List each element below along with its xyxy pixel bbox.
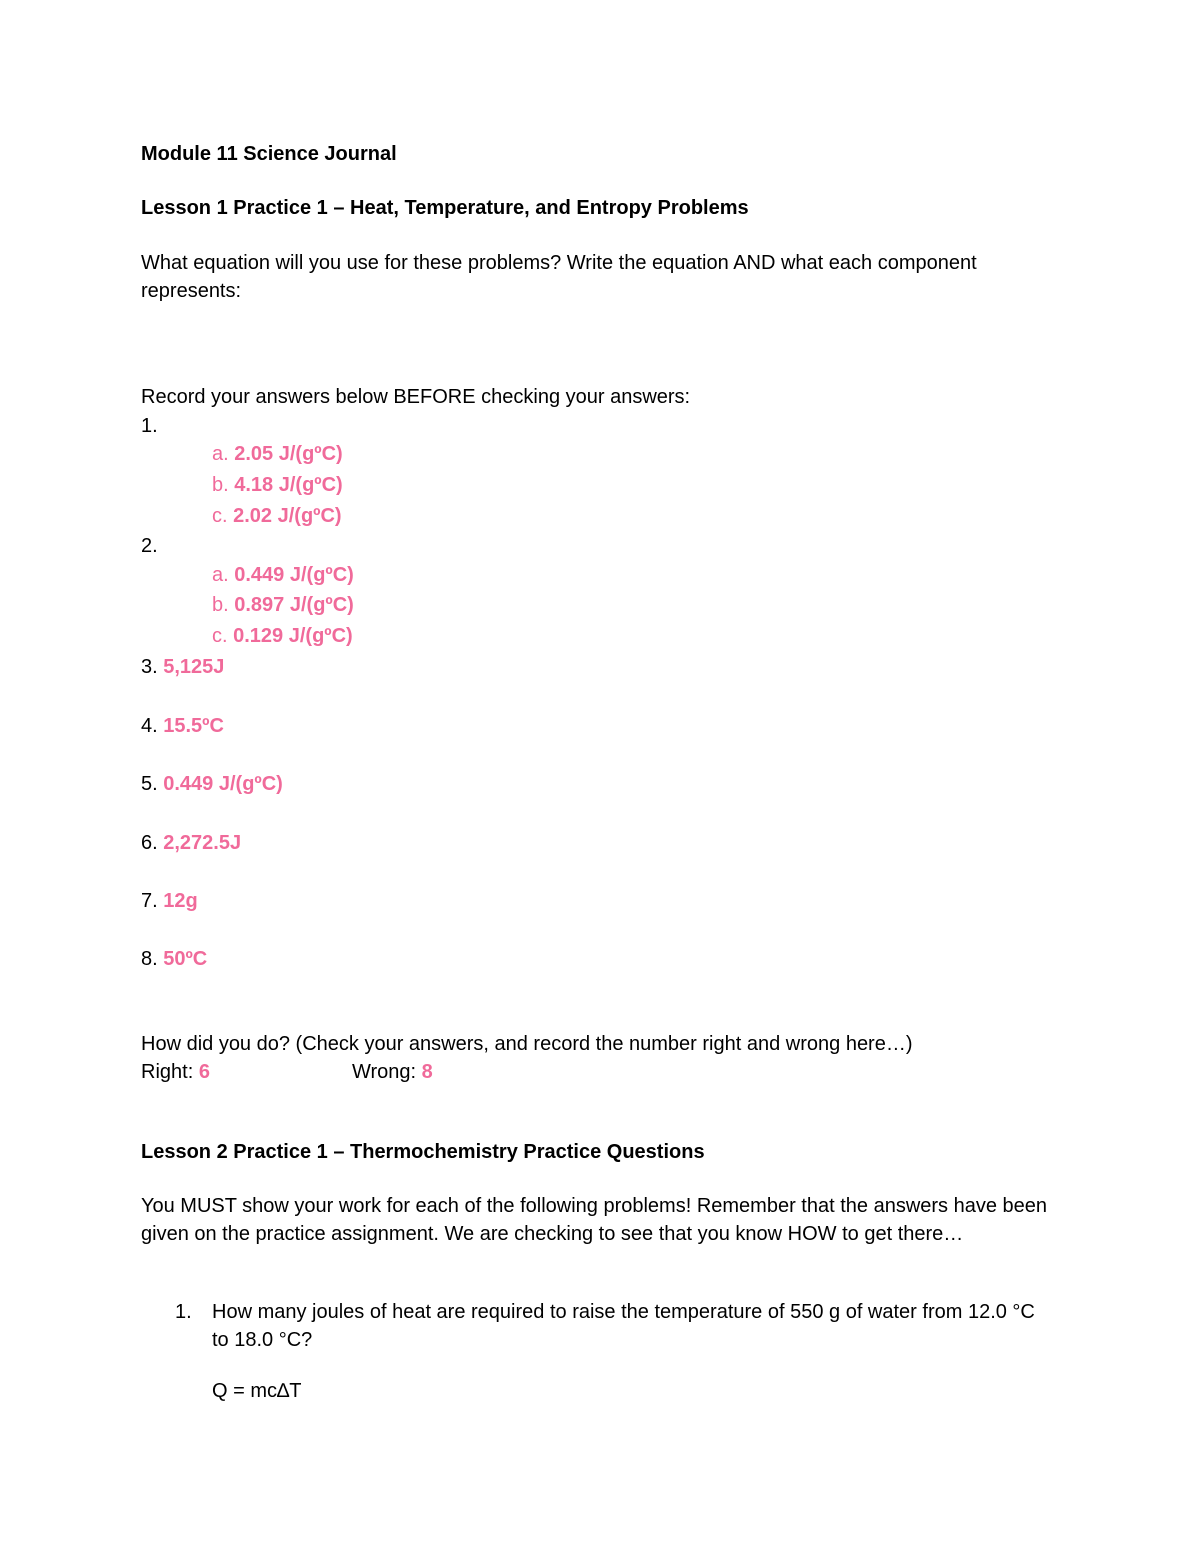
answer-value: 12g xyxy=(163,890,198,912)
answer-number: 6. xyxy=(141,832,158,854)
answer-7 xyxy=(141,887,198,915)
answer-3 xyxy=(141,653,224,681)
lesson2-heading: Lesson 2 Practice 1 – Thermochemistry Practice Questions xyxy=(141,1141,705,1163)
question-2c-answer xyxy=(212,622,353,650)
item-letter: b. xyxy=(212,594,229,616)
how-did-you-do-prompt: How did you do? (Check your answers, and record the number right and wrong here…) xyxy=(141,1033,913,1055)
wrong-count xyxy=(352,1058,433,1086)
answer-number: 5. xyxy=(141,773,158,795)
item-letter: c. xyxy=(212,505,228,527)
answer-value: 0.449 J/(gºC) xyxy=(163,773,283,795)
answer-4 xyxy=(141,712,224,740)
answer-number: 4. xyxy=(141,715,158,737)
equation-prompt: What equation will you use for these problems? Write the equation AND what each component represents: xyxy=(141,252,977,302)
answer-number: 3. xyxy=(141,656,158,678)
answer-value: 5,125J xyxy=(163,656,225,678)
question-1c-answer xyxy=(212,502,342,530)
item-value: 0.129 J/(gºC) xyxy=(233,625,353,647)
problem-1-number: 1. xyxy=(175,1301,192,1323)
item-value: 2.05 J/(gºC) xyxy=(234,443,343,465)
answer-5 xyxy=(141,770,283,798)
item-value: 0.449 J/(gºC) xyxy=(234,564,354,586)
question-1b-answer xyxy=(212,471,343,499)
question-1-number: 1. xyxy=(141,415,158,437)
item-letter: a. xyxy=(212,443,229,465)
document-title: Module 11 Science Journal xyxy=(141,143,397,165)
answer-value: 50ºC xyxy=(163,948,208,970)
problem-1-text: How many joules of heat are required to raise the temperature of 550 g of water from 12.0 °C to 18.0 °C? xyxy=(212,1301,1035,1351)
question-2b-answer xyxy=(212,591,354,619)
right-label: Right: xyxy=(141,1061,194,1083)
answer-number: 8. xyxy=(141,948,158,970)
answer-6 xyxy=(141,829,241,857)
question-2a-answer xyxy=(212,561,354,589)
record-prompt: Record your answers below BEFORE checking your answers: xyxy=(141,386,691,408)
item-letter: b. xyxy=(212,474,229,496)
answer-value: 15.5ºC xyxy=(163,715,224,737)
question-1a-answer xyxy=(212,440,343,468)
question-2-number: 2. xyxy=(141,535,158,557)
item-letter: c. xyxy=(212,625,228,647)
lesson1-heading: Lesson 1 Practice 1 – Heat, Temperature, and Entropy Problems xyxy=(141,197,749,219)
answer-value: 2,272.5J xyxy=(163,832,242,854)
wrong-value: 8 xyxy=(421,1061,433,1083)
wrong-label: Wrong: xyxy=(352,1061,417,1083)
right-count xyxy=(141,1058,210,1086)
item-letter: a. xyxy=(212,564,229,586)
item-value: 4.18 J/(gºC) xyxy=(234,474,343,496)
item-value: 2.02 J/(gºC) xyxy=(233,505,342,527)
answer-number: 7. xyxy=(141,890,158,912)
lesson2-instructions: You MUST show your work for each of the following problems! Remember that the answers have been given on the practice assignment. We are checking to see that you know HOW to get there… xyxy=(141,1195,1048,1245)
item-value: 0.897 J/(gºC) xyxy=(234,594,354,616)
problem-1-equation: Q = mc∆T xyxy=(212,1380,302,1402)
answer-8 xyxy=(141,945,207,973)
right-value: 6 xyxy=(198,1061,210,1083)
